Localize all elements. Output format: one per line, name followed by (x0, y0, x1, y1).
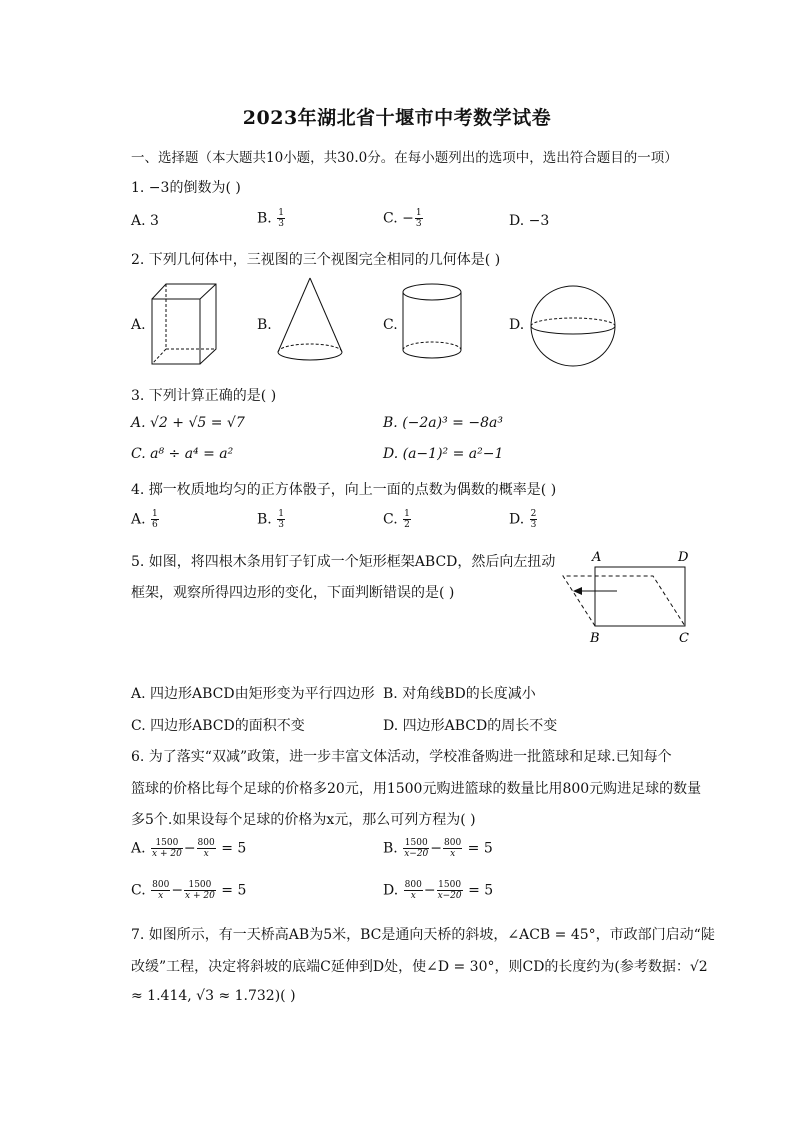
question-2-option-a: A. (131, 317, 146, 333)
vertex-b-label: B (590, 631, 600, 646)
question-6-line-1: 6. 为了落实“双减”政策，进一步丰富文体活动，学校准备购进一批篮球和足球.已知每个 (131, 749, 672, 765)
question-3-option-d: D. (a−1)² = a²−1 (383, 446, 504, 462)
cube-figure (148, 281, 220, 367)
question-4-option-c: C. $\frac{1}{2}$ (383, 509, 410, 530)
section-heading: 一、选择题（本大题共10小题，共30.0分。在每小题列出的选项中，选出符合题目的一项） (131, 150, 678, 166)
vertex-c-label: C (679, 631, 689, 646)
cone-figure (275, 275, 345, 365)
question-6-option-b: B. $\frac{1500}{x-20}$ − $\frac{800}{x}$ = 5 (383, 838, 493, 859)
question-1-option-c: C. − $\frac{1}{3}$ (383, 208, 422, 229)
question-2-stem: 2. 下列几何体中，三视图的三个视图完全相同的几何体是( ) (131, 252, 501, 268)
sphere-figure (529, 284, 617, 368)
rectangle-frame-figure (558, 546, 698, 646)
vertex-a-label: A (592, 550, 602, 565)
question-3-option-a: A. √2 + √5 = √7 (131, 415, 245, 431)
question-5-option-c: C. 四边形ABCD的面积不变 (131, 718, 305, 734)
question-5-line-1: 5. 如图，将四根木条用钉子钉成一个矩形框架ABCD，然后向左扭动 (131, 554, 556, 570)
page-title: 2023年湖北省十堰市中考数学试卷 (242, 107, 552, 129)
question-1-option-a: A. 3 (131, 213, 159, 229)
question-6-line-3: 多5个.如果设每个足球的价格为x元，那么可列方程为( ) (131, 812, 476, 828)
question-3-option-b: B. (−2a)³ = −8a³ (383, 415, 503, 431)
question-5-option-b: B. 对角线BD的长度减小 (383, 686, 536, 702)
question-7-line-2: 改缓”工程，决定将斜坡的底端C延伸到D处，使∠D = 30°，则CD的长度约为(参考数据：√2 (131, 959, 708, 975)
cylinder-figure (401, 282, 463, 362)
question-7-line-1: 7. 如图所示，有一天桥高AB为5米，BC是通向天桥的斜坡，∠ACB = 45°，市政部门启动“陡 (131, 927, 715, 943)
question-2-option-d: D. (509, 317, 525, 333)
question-5-option-a: A. 四边形ABCD由矩形变为平行四边形 (131, 686, 375, 702)
question-1-stem: 1. −3的倒数为( ) (131, 180, 241, 196)
question-2-option-b: B. (257, 317, 272, 333)
question-6-option-d: D. $\frac{800}{x}$ − $\frac{1500}{x-20}$ = 5 (383, 880, 494, 901)
question-3-option-c: C. a⁸ ÷ a⁴ = a² (131, 446, 234, 462)
question-2-option-c: C. (383, 317, 398, 333)
question-7-line-3: ≈ 1.414, √3 ≈ 1.732)( ) (131, 988, 296, 1004)
question-6-line-2: 篮球的价格比每个足球的价格多20元，用1500元购进篮球的数量比用800元购进足球的数量 (131, 781, 702, 797)
question-4-option-b: B. $\frac{1}{3}$ (257, 509, 284, 530)
question-3-stem: 3. 下列计算正确的是( ) (131, 388, 277, 404)
question-1-option-b: B. $\frac{1}{3}$ (257, 208, 284, 229)
question-1-option-d: D. −3 (509, 213, 550, 229)
vertex-d-label: D (678, 550, 689, 565)
question-6-option-a: A. $\frac{1500}{x + 20}$ − $\frac{800}{x}$ = 5 (131, 838, 247, 859)
question-5-line-2: 框架，观察所得四边形的变化，下面判断错误的是( ) (131, 585, 455, 601)
question-4-stem: 4. 掷一枚质地均匀的正方体骰子，向上一面的点数为偶数的概率是( ) (131, 482, 557, 498)
question-4-option-d: D. $\frac{2}{3}$ (509, 509, 537, 530)
question-4-option-a: A. $\frac{1}{6}$ (131, 509, 158, 530)
question-6-option-c: C. $\frac{800}{x}$ − $\frac{1500}{x + 20}$ = 5 (131, 880, 247, 901)
question-5-option-d: D. 四边形ABCD的周长不变 (383, 718, 558, 734)
